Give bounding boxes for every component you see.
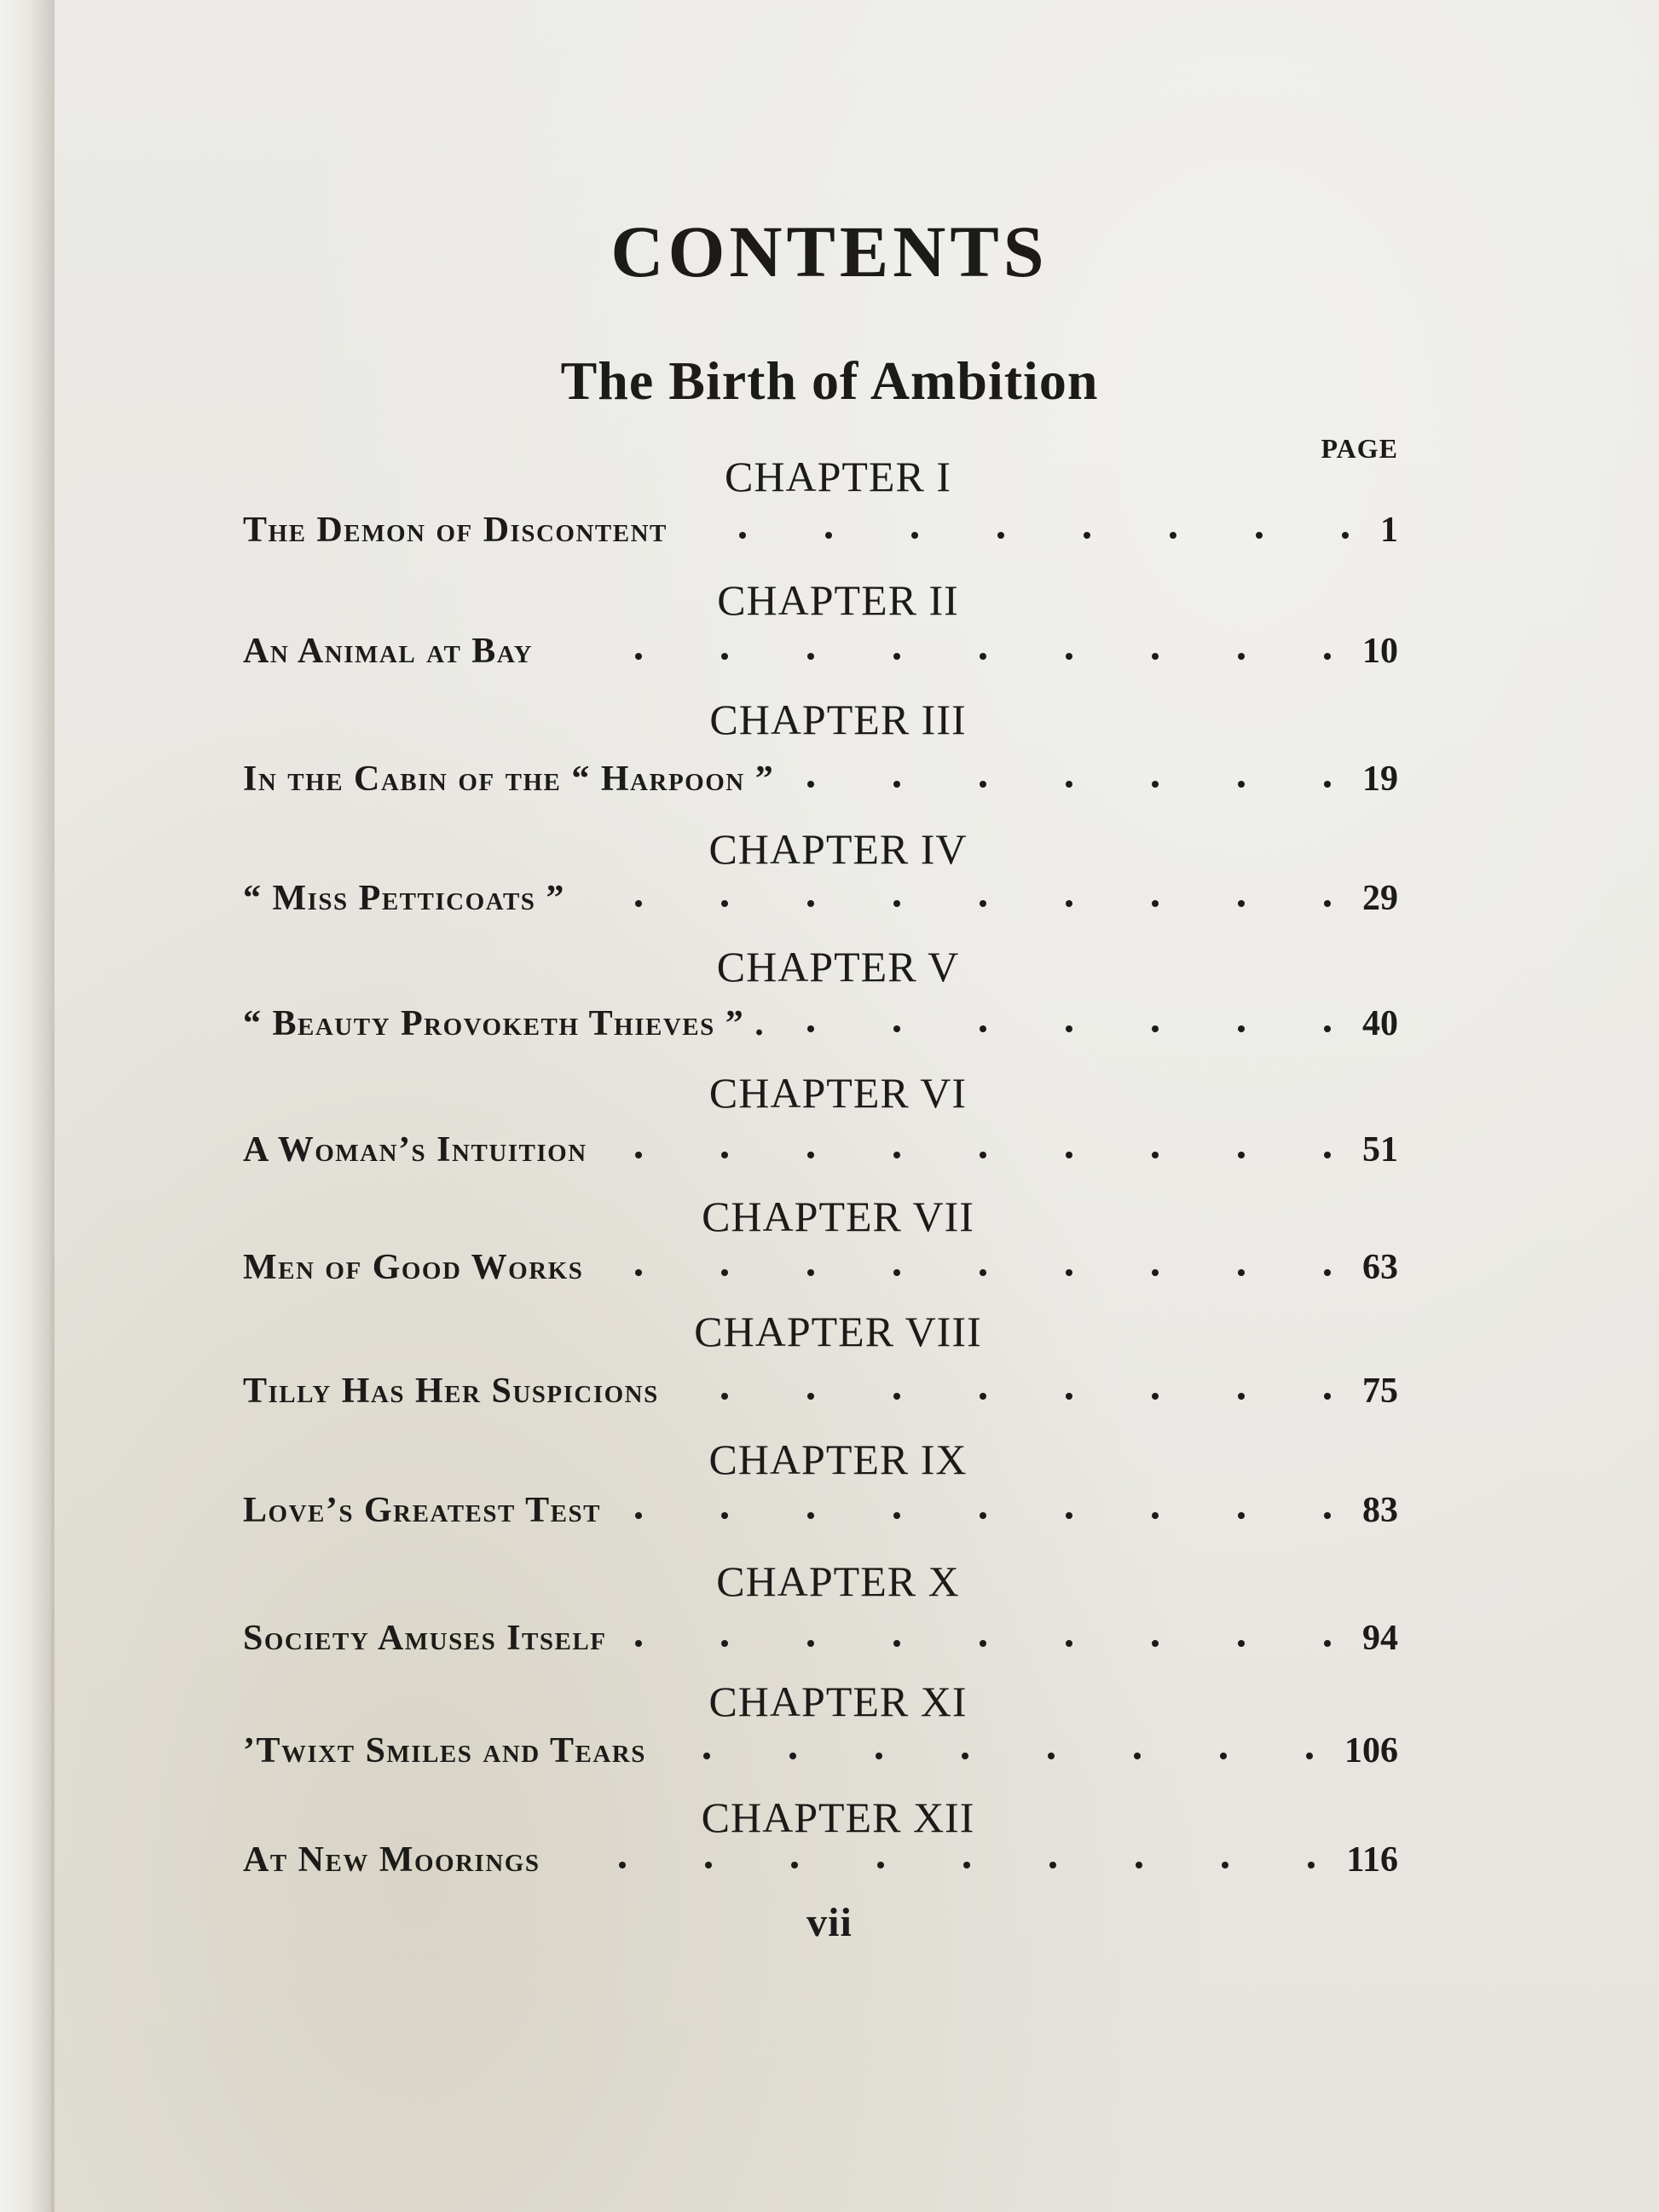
leader-dot: [1066, 1025, 1072, 1032]
leader-dot: [1324, 1269, 1331, 1276]
page-number: 106: [1344, 1731, 1398, 1770]
leader-dot: [1220, 1753, 1227, 1759]
leader-dot: [721, 1269, 728, 1276]
leader-dot: [1066, 1152, 1072, 1158]
chapter-label: CHAPTER V: [716, 943, 960, 990]
leader-dot: [807, 900, 814, 907]
chapter-title: In the Cabin of the “ Harpoon ”: [243, 759, 775, 799]
chapter-label: CHAPTER XII: [701, 1793, 975, 1841]
leader-dot: [807, 781, 814, 788]
leader-dot: [825, 532, 832, 539]
leader-dot: [807, 1512, 814, 1519]
leader-dot: [980, 653, 986, 660]
dot-leader: [243, 781, 1398, 788]
chapter-title: ’Twixt Smiles and Tears: [243, 1731, 646, 1770]
page-number: 75: [1362, 1372, 1398, 1411]
leader-dot: [1170, 532, 1176, 539]
leader-dot: [1222, 1862, 1228, 1868]
leader-dot: [807, 1269, 814, 1276]
leader-dot: [635, 900, 642, 907]
leader-dot: [619, 1862, 626, 1868]
leader-dot: [1324, 1640, 1331, 1647]
toc-entry: [243, 759, 1398, 810]
page-number: 94: [1362, 1619, 1398, 1658]
leader-dot: [1324, 1393, 1331, 1400]
chapter-title: Love’s Greatest Test: [243, 1491, 601, 1530]
toc-entry: [243, 1371, 1398, 1422]
leader-dot: [1238, 1152, 1245, 1158]
page-number: 63: [1362, 1248, 1398, 1287]
leader-dot: [893, 1640, 900, 1647]
chapter-label: CHAPTER VI: [708, 1069, 968, 1117]
leader-dot: [1324, 781, 1331, 788]
leader-dot: [1066, 900, 1072, 907]
leader-dot: [807, 1393, 814, 1400]
page-number: 1: [1380, 511, 1398, 550]
leader-dot: [739, 532, 746, 539]
chapter-label: CHAPTER VIII: [694, 1308, 982, 1355]
chapter-label: CHAPTER VII: [702, 1193, 974, 1240]
leader-dot: [635, 1152, 642, 1158]
toc-entry: [243, 1129, 1398, 1181]
dot-leader: [243, 1753, 1398, 1759]
leader-dot: [997, 532, 1004, 539]
leader-dot: [962, 1753, 968, 1759]
leader-dot: [980, 1269, 986, 1276]
dot-leader: [243, 1025, 1398, 1032]
leader-dot: [635, 1640, 642, 1647]
leader-dot: [1324, 1152, 1331, 1158]
toc-entry: [243, 510, 1398, 561]
chapter-title: “ Miss Petticoats ”: [243, 879, 565, 918]
leader-dot: [1308, 1862, 1315, 1868]
leader-dot: [911, 532, 918, 539]
leader-dot: [1152, 900, 1159, 907]
page-number: 10: [1362, 632, 1398, 671]
chapter-label: CHAPTER XI: [708, 1678, 968, 1725]
chapter-label: CHAPTER X: [716, 1557, 960, 1605]
chapter-label: CHAPTER I: [725, 453, 951, 500]
dot-leader: [243, 1152, 1398, 1158]
toc-entry: [243, 1490, 1398, 1541]
leader-dot: [893, 1152, 900, 1158]
leader-dot: [1066, 781, 1072, 788]
leader-dot: [1238, 653, 1245, 660]
leader-dot: [1238, 781, 1245, 788]
leader-dot: [1048, 1753, 1055, 1759]
leader-dot: [721, 1152, 728, 1158]
leader-dot: [893, 1025, 900, 1032]
leader-dot: [1324, 1025, 1331, 1032]
leader-dot: [635, 1269, 642, 1276]
dot-leader: [243, 1512, 1398, 1519]
chapter-title: At New Moorings: [243, 1840, 540, 1880]
leader-dot: [1238, 900, 1245, 907]
chapter-title: An Animal at Bay: [243, 632, 534, 671]
leader-dot: [1256, 532, 1263, 539]
leader-dot: [1342, 532, 1349, 539]
leader-dot: [893, 1269, 900, 1276]
leader-dot: [721, 1393, 728, 1400]
leader-dot: [635, 1512, 642, 1519]
leader-dot: [1238, 1393, 1245, 1400]
dot-leader: [243, 1393, 1398, 1400]
leader-dot: [980, 1640, 986, 1647]
leader-dot: [705, 1862, 712, 1868]
leader-dot: [789, 1753, 796, 1759]
page-number: 40: [1362, 1004, 1398, 1043]
leader-dot: [893, 781, 900, 788]
page-number: 116: [1346, 1840, 1398, 1880]
leader-dot: [1152, 1269, 1159, 1276]
leader-dot: [1136, 1862, 1142, 1868]
leader-dot: [1152, 1152, 1159, 1158]
toc-entry: [243, 631, 1398, 682]
leader-dot: [1152, 1512, 1159, 1519]
leader-dot: [1084, 532, 1090, 539]
toc-entry: [243, 878, 1398, 929]
folio-page-number: vii: [806, 1900, 853, 1945]
leader-dot: [1066, 1512, 1072, 1519]
leader-dot: [893, 1393, 900, 1400]
leader-dot: [980, 1025, 986, 1032]
leader-dot: [980, 1152, 986, 1158]
leader-dot: [980, 1393, 986, 1400]
leader-dot: [877, 1862, 884, 1868]
page-number: 51: [1362, 1130, 1398, 1170]
toc-entry: [243, 1247, 1398, 1298]
leader-dot: [893, 900, 900, 907]
leader-dot: [1066, 1393, 1072, 1400]
leader-dot: [1238, 1512, 1245, 1519]
leader-dot: [807, 1152, 814, 1158]
chapter-label: CHAPTER III: [709, 696, 967, 743]
chapter-title: A Woman’s Intuition: [243, 1130, 587, 1170]
leader-dot: [1134, 1753, 1141, 1759]
toc-entry: [243, 1003, 1398, 1054]
chapter-label: CHAPTER II: [717, 576, 959, 624]
leader-dot: [791, 1862, 798, 1868]
leader-dot: [1152, 1393, 1159, 1400]
dot-leader: [243, 1640, 1398, 1647]
toc-entry: [243, 1618, 1398, 1669]
leader-dot: [876, 1753, 882, 1759]
leader-dot: [1049, 1862, 1056, 1868]
leader-dot: [703, 1753, 710, 1759]
leader-dot: [807, 653, 814, 660]
leader-dot: [721, 1512, 728, 1519]
leader-dot: [1238, 1269, 1245, 1276]
leader-dot: [1152, 653, 1159, 660]
leader-dot: [980, 1512, 986, 1519]
chapter-label: CHAPTER IV: [708, 825, 968, 873]
page-number: 29: [1362, 879, 1398, 918]
leader-dot: [1324, 900, 1331, 907]
chapter-title: Society Amuses Itself: [243, 1619, 607, 1658]
dot-leader: [243, 653, 1398, 660]
toc-entry: [243, 1730, 1398, 1782]
leader-dot: [1152, 781, 1159, 788]
leader-dot: [1238, 1640, 1245, 1647]
chapter-title: “ Beauty Provoketh Thieves ” .: [243, 1004, 766, 1043]
leader-dot: [893, 653, 900, 660]
contents-heading: CONTENTS: [610, 211, 1049, 292]
dot-leader: [243, 532, 1398, 539]
leader-dot: [721, 1640, 728, 1647]
leader-dot: [893, 1512, 900, 1519]
leader-dot: [1066, 1269, 1072, 1276]
leader-dot: [980, 900, 986, 907]
leader-dot: [980, 781, 986, 788]
leader-dot: [807, 1025, 814, 1032]
page-number: 19: [1362, 759, 1398, 799]
page-column-label: PAGE: [1321, 433, 1398, 464]
leader-dot: [721, 900, 728, 907]
leader-dot: [1324, 653, 1331, 660]
chapter-title: Men of Good Works: [243, 1248, 584, 1287]
leader-dot: [1306, 1753, 1313, 1759]
leader-dot: [1324, 1512, 1331, 1519]
dot-leader: [243, 1269, 1398, 1276]
part-title: The Birth of Ambition: [560, 350, 1099, 411]
toc-entry: [243, 1839, 1398, 1891]
chapter-label: CHAPTER IX: [708, 1435, 968, 1483]
leader-dot: [721, 653, 728, 660]
dot-leader: [243, 1862, 1398, 1868]
leader-dot: [1238, 1025, 1245, 1032]
dot-leader: [243, 900, 1398, 907]
leader-dot: [1066, 653, 1072, 660]
leader-dot: [963, 1862, 970, 1868]
leader-dot: [1066, 1640, 1072, 1647]
leader-dot: [1152, 1640, 1159, 1647]
leader-dot: [635, 653, 642, 660]
leader-dot: [807, 1640, 814, 1647]
chapter-title: Tilly Has Her Suspicions: [243, 1372, 659, 1411]
chapter-title: The Demon of Discontent: [243, 511, 668, 550]
leader-dot: [1152, 1025, 1159, 1032]
page-number: 83: [1362, 1491, 1398, 1530]
